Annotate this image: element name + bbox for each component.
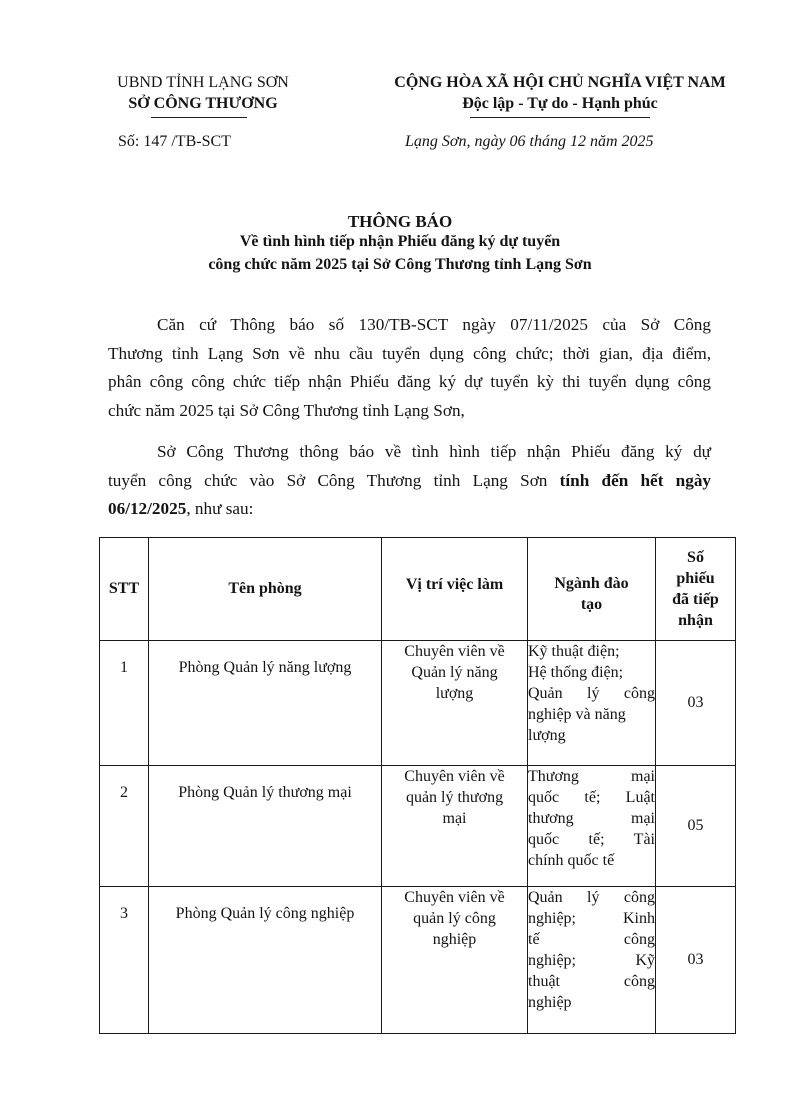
notice-title: THÔNG BÁO — [347, 212, 453, 231]
paragraph-announcement — [108, 438, 711, 524]
notice-subtitle-2: công chức năm 2025 tại Sở Công Thương tỉnh Lạng Sơn — [208, 256, 592, 273]
cell-line: quốc tế; Tài — [528, 831, 655, 848]
header-dept: Tên phòng — [149, 538, 382, 641]
notice-subtitle-1: Về tình hình tiếp nhận Phiếu đăng ký dự tuyển — [239, 233, 561, 250]
cell-line: Quản lý năng — [411, 664, 498, 681]
cell-stt: 1 — [100, 641, 149, 766]
cell-line: nghiệp và năng — [528, 706, 626, 723]
cell-stt: 3 — [100, 887, 149, 1034]
cell-line: lượng — [435, 685, 474, 702]
paragraph-legal-basis — [108, 311, 711, 425]
deadline-date: 06/12/2025 — [108, 499, 187, 519]
header-count-line: phiếu — [676, 570, 715, 587]
header-count-line: nhận — [678, 612, 713, 629]
cell-line: Quản lý công — [528, 685, 655, 702]
cell-count: 03 — [656, 887, 736, 1034]
deadline-emphasis: tính đến hết ngày — [559, 470, 712, 490]
header-count — [656, 538, 736, 641]
cell-line: nghiệp; Kỹ — [528, 952, 655, 969]
cell-line: tế công — [528, 931, 655, 948]
paragraph-tail: , như sau: — [186, 499, 254, 519]
cell-line: Thương mại — [528, 768, 655, 785]
agency-line-1: UBND TỈNH LẠNG SƠN — [117, 74, 289, 91]
cell-line: quốc tế; Luật — [528, 789, 655, 806]
cell-line: thuật công — [528, 973, 655, 990]
cell-major — [528, 766, 656, 887]
nation-line-1: CỘNG HÒA XÃ HỘI CHỦ NGHĨA VIỆT NAM — [394, 74, 726, 91]
cell-line: nghiệp — [528, 994, 572, 1011]
place-date: Lạng Sơn, ngày 06 tháng 12 năm 2025 — [405, 133, 654, 150]
cell-line: Chuyên viên về — [404, 768, 505, 785]
document-number: Số: 147 /TB-SCT — [118, 133, 231, 150]
cell-line: chính quốc tế — [528, 852, 615, 869]
agency-line-2: SỞ CÔNG THƯƠNG — [128, 95, 278, 112]
paragraph-line — [108, 495, 711, 524]
paragraph-line: phân công công chức tiếp nhận Phiếu đăng ký dự tuyển kỳ thi tuyển dụng công — [108, 372, 711, 392]
paragraph-line: chức năm 2025 tại Sở Công Thương tỉnh Lạng Sơn, — [108, 400, 465, 420]
cell-line: quản lý thương — [405, 789, 504, 806]
cell-line: quản lý công — [413, 910, 496, 927]
header-count-line: đã tiếp — [672, 591, 719, 608]
cell-position — [382, 887, 528, 1034]
cell-position — [382, 641, 528, 766]
cell-line: Chuyên viên về — [404, 889, 505, 906]
table-row — [100, 887, 736, 1034]
paragraph-line: Căn cứ Thông báo số 130/TB-SCT ngày 07/11/2025 của Sở Công — [157, 315, 711, 334]
cell-line: Kỹ thuật điện; — [528, 643, 620, 660]
header-major-line: Ngành đào — [554, 575, 629, 592]
cell-position — [382, 766, 528, 887]
table-header-row — [100, 538, 736, 641]
cell-dept: Phòng Quản lý công nghiệp — [149, 887, 382, 1034]
cell-major — [528, 887, 656, 1034]
paragraph-line: Sở Công Thương thông báo về tình hình tiếp nhận Phiếu đăng ký dự — [157, 442, 711, 461]
header-stt: STT — [100, 538, 149, 641]
paragraph-line — [108, 467, 711, 496]
cell-stt: 2 — [100, 766, 149, 887]
cell-major — [528, 641, 656, 766]
cell-dept: Phòng Quản lý thương mại — [149, 766, 382, 887]
nation-line-2: Độc lập - Tự do - Hạnh phúc — [462, 95, 658, 112]
header-major-line: tạo — [580, 596, 603, 613]
cell-line: nghiệp — [432, 931, 477, 948]
agency-underline — [151, 117, 247, 118]
header-count-line: Số — [687, 549, 704, 566]
motto-underline — [470, 117, 650, 118]
paragraph-text: tuyển công chức vào Sở Công Thương tỉnh Lạng Sơn — [108, 470, 548, 490]
cell-line: thương mại — [528, 810, 655, 827]
cell-line: mại — [442, 810, 467, 827]
cell-dept: Phòng Quản lý năng lượng — [149, 641, 382, 766]
registration-table — [99, 537, 736, 1034]
cell-line: Hệ thống điện; — [528, 664, 624, 681]
table-row — [100, 766, 736, 887]
cell-line: nghiệp; Kinh — [528, 910, 655, 927]
table-row — [100, 641, 736, 766]
paragraph-line: Thương tỉnh Lạng Sơn về nhu cầu tuyển dụng công chức; thời gian, địa điểm, — [108, 343, 711, 363]
cell-line: lượng — [528, 727, 566, 744]
cell-line: Quản lý công — [528, 889, 655, 906]
header-major — [528, 538, 656, 641]
cell-count: 03 — [656, 641, 736, 766]
header-position: Vị trí việc làm — [382, 538, 528, 641]
cell-line: Chuyên viên về — [404, 643, 505, 660]
cell-count: 05 — [656, 766, 736, 887]
